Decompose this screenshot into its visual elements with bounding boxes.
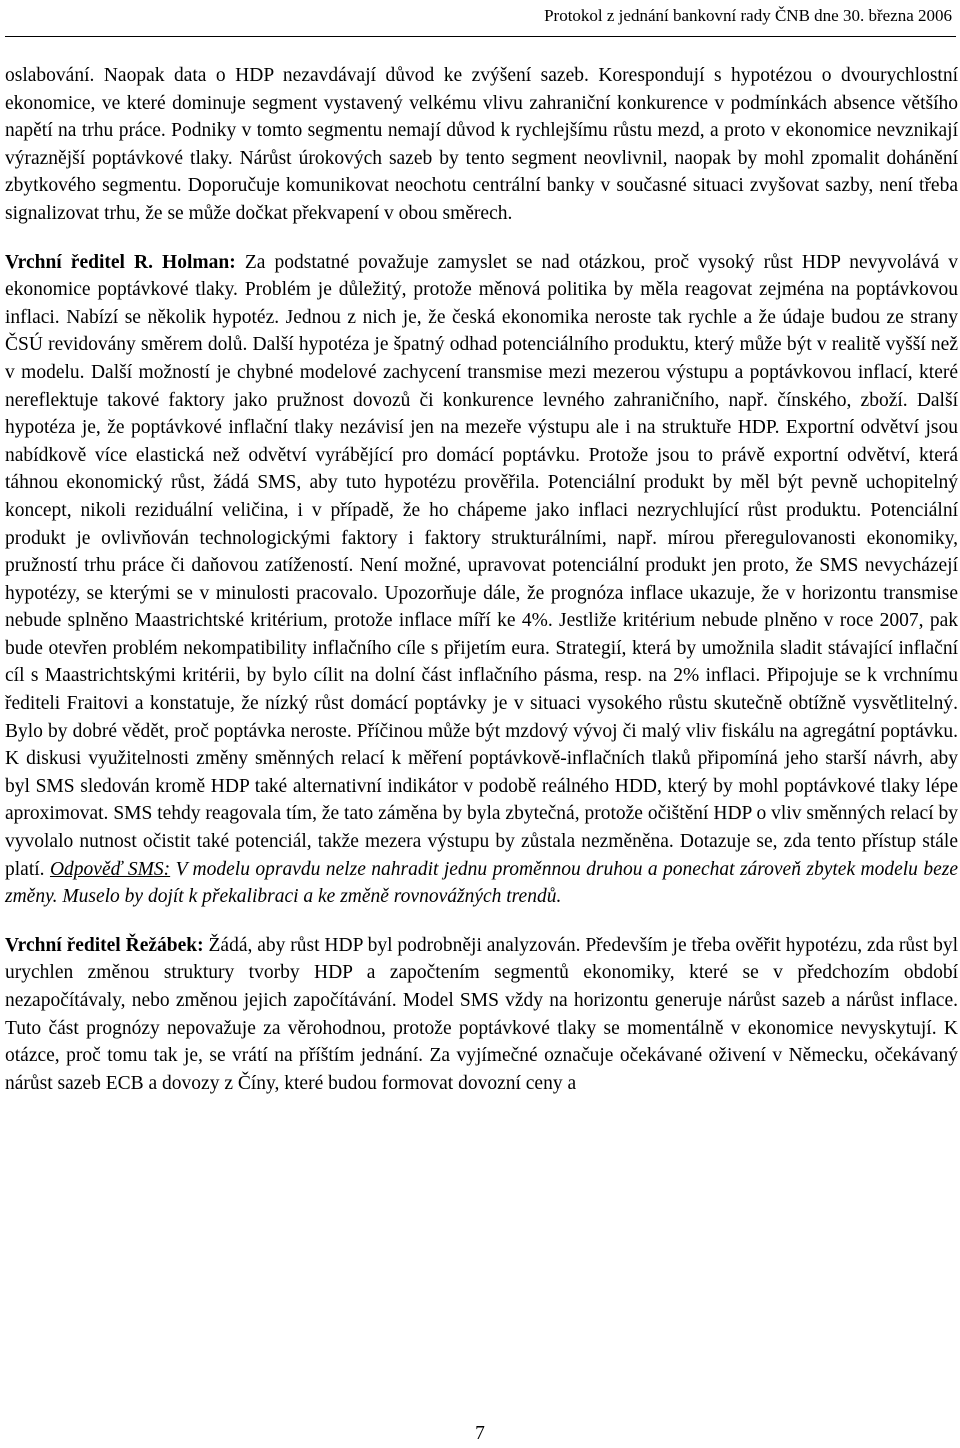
- paragraph-rezabek: [5, 932, 958, 1098]
- paragraph-text: Za podstatné považuje zamyslet se nad otázkou, proč vysoký růst HDP nevyvolává v ekonomice poptávkové tlaky. Problém je důležitý, protože měnová politika by měla reagovat zejména na poptávkovou inflaci. Nabízí se několik hypotéz. Jednou z nich je, že česká ekonomika neroste tak rychle a že údaje budou ze strany ČSÚ revidovány směrem dolů. Další hypotéza je špatný odhad potenciálního produktu, který může být v realitě vyšší než v modelu. Další možností je chybné modelové zachycení transmise mezi mezerou výstupu a poptávkovou inflací, které nereflektuje takové faktory jako pružnost dovozů či konkurence levného zahraničního, např. čínského, zboží. Další hypotéza je, že poptávkové inflační tlaky nezávisí jen na mezeře výstupu ale i na struktuře HDP. Exportní odvětví jsou nabídkově více elastická než odvětví vyrábějící pro domácí poptávku. Protože jsou to právě exportní odvětví, která táhnou ekonomický růst, žádá SMS, aby tuto hypotézu prověřila. Potenciální produkt by měl být pevně uchopitelný koncept, nikoli reziduální veličina, i v případě, že ho chápeme jako inflaci nezrychlující růst produktu. Potenciální produkt je ovlivňován technologickými faktory i faktory strukturálními, např. mírou přeregulovanosti ekonomiky, pružností trhu práce či daňovou zatížeností. Není možné, upravovat potenciální produkt jen proto, že SMS nevycházejí hypotézy, se kterými se v minulosti pracovalo. Upozorňuje dále, že prognóza inflace ukazuje, že v horizontu transmise nebude splněno Maastrichtské kritérium, protože inflace míří ke 4%. Jestliže kritérium nebude plněno v roce 2007, pak bude otevřen problém nekompatibility inflačního cíle s přijetím eura. Strategií, která by umožnila sladit stávající inflační cíl s Maastrichtskými kritérii, by bylo cílit na dolní část inflačního pásma, resp. na 2% inflaci. Připojuje se k vrchnímu řediteli Fraitovi a konstatuje, že nízký růst domácí poptávky je v situaci vysokého růstu skutečně obtížně vysvětlitelný. Bylo by dobré vědět, proč poptávka neroste. Příčinou může být mzdový vývoj či malý vliv fiskálu na agregátní poptávku. K diskusi využitelnosti změny směnných relací k měření poptávkově-inflačních tlaků připomíná jeho starší návrh, aby byl SMS sledován kromě HDP také alternativní indikátor v podobě reálného HDD, který by mohl poptávkové tlaky lépe aproximovat. SMS tehdy reagovala tím, že tato záměna by byla zbytečná, protože očištění HDP o vliv směnných relací by vyvolalo nutnost očistit také potenciál, takže mezera výstupu by zůstala nezměněna. Dotazuje se, zda tento přístup stále platí.: [5, 251, 959, 880]
- paragraph-text: Žádá, aby růst HDP byl podrobněji analyzován. Především je třeba ověřit hypotézu, zda růst byl urychlen změnou struktury tvorby HDP a započtením segmentů ekonomiky, které se v předchozím období nezapočítávaly, nebo změnou jejich započítávání. Model SMS vždy na horizontu generuje nárůst sazeb a nárůst inflace. Tuto část prognózy nepovažuje za věrohodnou, protože poptávkové tlaky se momentálně v ekonomice nevyskytují. K otázce, proč tomu tak je, se vrátí na příštím jednání. Za vyjímečné označuje očekávané oživení v Německu, očekávaný nárůst sazeb ECB a dovozy z Číny, které budou formovat dovozní ceny a: [5, 934, 958, 1094]
- paragraph-holman: [5, 249, 958, 911]
- speaker-name: Vrchní ředitel Řežábek:: [5, 934, 204, 956]
- answer-label: Odpověď SMS:: [49, 858, 171, 880]
- document-body: [5, 62, 958, 1097]
- page-number: 7: [475, 1423, 485, 1444]
- header-divider: [5, 36, 956, 37]
- running-header: Protokol z jednání bankovní rady ČNB dne 30. března 2006: [544, 6, 952, 25]
- answer-text: V modelu opravdu nelze nahradit jednu proměnnou druhou a ponechat zároveň zbytek modelu beze změny. Muselo by dojít k překalibraci a ke změně rovnovážných trendů.: [5, 858, 958, 908]
- paragraph-continuation: [5, 62, 958, 228]
- speaker-name: Vrchní ředitel R. Holman:: [5, 251, 236, 273]
- paragraph-text: oslabování. Naopak data o HDP nezavdávají důvod ke zvýšení sazeb. Korespondují s hypotézou o dvourychlostní ekonomice, ve které dominuje segment vystavený velkému vlivu zahraniční konkurence v podmínkách absence většího napětí na trhu práce. Podniky v tomto segmentu nemají důvod k rychlejšímu růstu mezd, a proto v ekonomice nevznikají výraznější poptávkové tlaky. Nárůst úrokových sazeb by tento segment neovlivnil, naopak by mohl zpomalit dohánění zbytkového segmentu. Doporučuje komunikovat neochotu centrální banky v současné situaci zvyšovat sazby, není třeba signalizovat trhu, že se může dočkat překvapení v obou směrech.: [5, 65, 958, 224]
